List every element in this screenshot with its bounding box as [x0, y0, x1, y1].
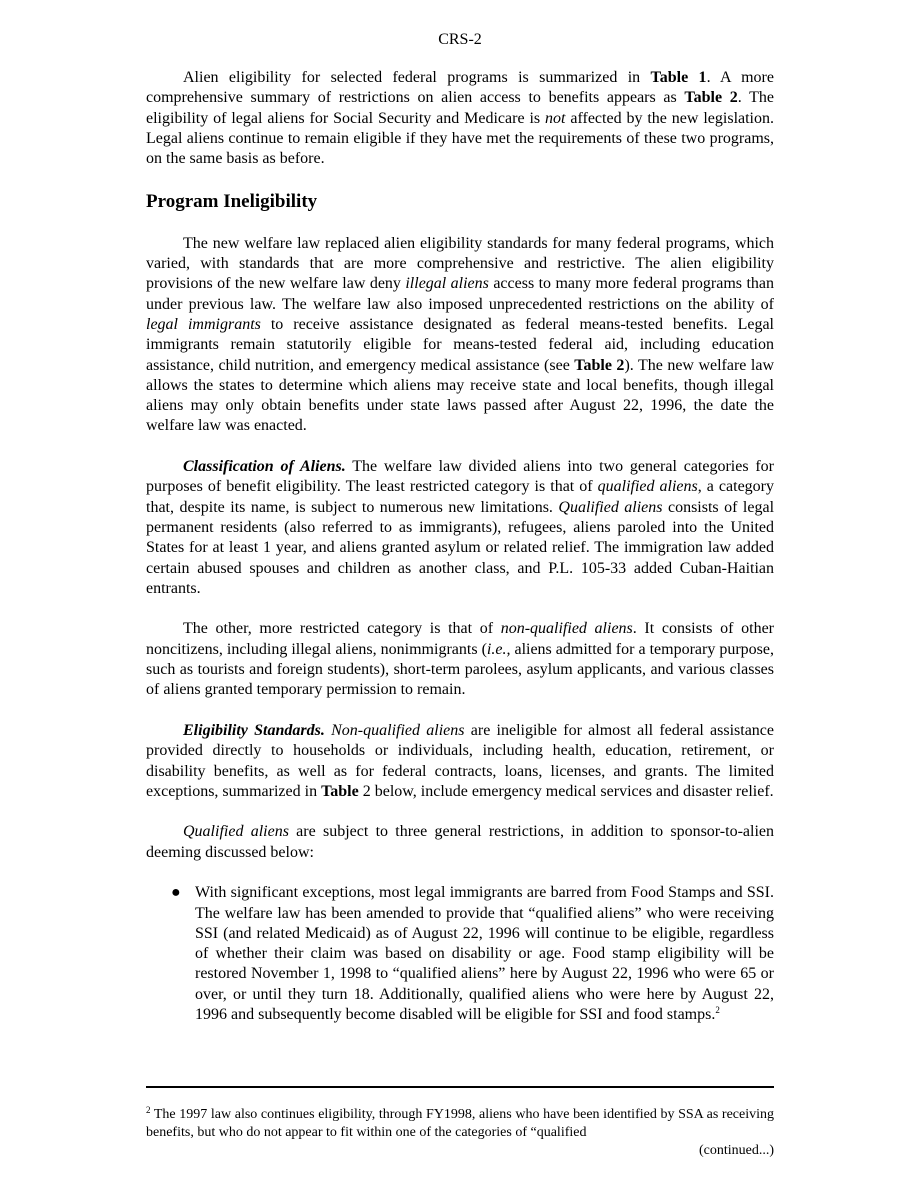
table-reference: Table	[321, 782, 359, 800]
list-item-text: With significant exceptions, most legal immigrants are barred from Food Stamps and SSI. The welfare law has been amended to provide that “qualified aliens” who were receiving SSI (and related Medicaid) as of August 22, 1996 will continue to be eligible, regardless of whether their claim was based on disability or age. Food stamp eligibility will be restored November 1, 1998 to “qualified aliens” here by August 22, 1996 who were 65 or over, or until they turn 18. Additionally, qualified aliens who were here by August 22, 1996 and subsequently become disabled will be eligible for SSI and food stamps.	[195, 884, 774, 1024]
emphasis: Qualified aliens	[183, 823, 289, 841]
text-run: . A more comprehensive summary of restrictions on alien access to benefits appears as	[146, 69, 774, 107]
emphasis: legal immigrants	[146, 315, 261, 333]
text-run: aliens admitted for a temporary purpose, such as tourists and foreign students), short-term parolees, asylum applicants, and various classes of aliens granted temporary permission to remain.	[146, 640, 775, 699]
intro-paragraph	[146, 68, 774, 169]
eligibility-standards-paragraph	[146, 721, 774, 802]
document-body	[146, 68, 774, 1025]
text-run: . It consists of other noncitizens, including illegal aliens, nonimmigrants (	[146, 620, 774, 658]
list-item	[146, 883, 774, 1025]
footnote-reference: 2	[715, 1005, 720, 1016]
run-in-heading: Classification of Aliens.	[183, 458, 346, 476]
text-run: to receive assistance designated as federal means-tested benefits. Legal immigrants remain statutorily eligible for means-tested federal aid, including education assistance, child nutrition, and emergency medical assistance (see	[146, 315, 775, 374]
text-run: affected by the new legislation. Legal aliens continue to remain eligible if they have met the requirements of these two programs, on the same basis as before.	[146, 109, 774, 168]
text-run: Alien eligibility for selected federal programs is summarized in	[183, 69, 651, 86]
non-qualified-paragraph	[146, 619, 774, 700]
footnote-text: The 1997 law also continues eligibility, through FY1998, aliens who have been identified by SSA as receiving benefits, but who do not appear to fit within one of the categories of “qualified	[146, 1107, 774, 1140]
text-run: are ineligible for almost all federal assistance provided directly to households or individuals, including health, education, retirement, or disability benefits, as well as for federal contracts, loans, licenses, and grants. The limited exceptions, summarized in	[146, 721, 775, 800]
table-1-reference: Table 1	[650, 69, 707, 86]
footnote-divider	[146, 1086, 774, 1088]
emphasis: illegal aliens	[405, 275, 489, 293]
footnote-continued: (continued...)	[698, 1143, 774, 1158]
text-run: are subject to three general restrictions, in addition to sponsor-to-alien deeming discussed below:	[146, 823, 774, 861]
footnote	[146, 1106, 774, 1160]
text-run: The welfare law divided aliens into two general categories for purposes of benefit eligibility. The least restricted category is that of	[146, 458, 775, 496]
bullet-icon: ●	[171, 884, 181, 902]
qualified-aliens-paragraph	[146, 822, 774, 863]
footnote-mark: 2	[146, 1105, 151, 1115]
text-run: 2 below, include emergency medical services and disaster relief.	[358, 782, 774, 800]
text-run: access to many more federal programs than under previous law. The welfare law also imposed unprecedented restrictions on the ability of	[146, 275, 774, 313]
text-run: consists of legal permanent residents (also referred to as immigrants), refugees, aliens paroled into the United States for at least 1 year, and aliens granted asylum or related relief. The immigration law added certain abused spouses and children as another class, and P.L. 105-33 added Cuban-Haitian entrants.	[146, 498, 775, 597]
page-header: CRS-2	[438, 31, 482, 48]
emphasis: Non-qualified aliens	[331, 721, 465, 739]
restrictions-list	[146, 883, 774, 1025]
emphasis: Qualified aliens	[558, 498, 663, 516]
table-2-reference: Table 2	[574, 356, 625, 374]
table-2-reference: Table 2	[684, 89, 738, 107]
text-run: ). The new welfare law allows the states to determine which aliens may receive state and local benefits, though illegal aliens may only obtain benefits under state laws passed after August 22, 1996, the date the welfare law was enacted.	[146, 356, 774, 435]
text-run: The other, more restricted category is that of	[183, 620, 501, 638]
emphasis: i.e.,	[486, 640, 511, 658]
emphasis: not	[545, 109, 566, 127]
text-run: The new welfare law replaced alien eligibility standards for many federal programs, which varied, with standards that are more comprehensive and restrictive. The alien eligibility provisions of the new welfare law deny	[146, 234, 774, 293]
text-run: , a category that, despite its name, is subject to numerous new limitations.	[146, 478, 775, 516]
classification-paragraph	[146, 457, 774, 599]
section-heading: Program Ineligibility	[146, 190, 318, 212]
text-run: . The eligibility of legal aliens for Social Security and Medicare is	[146, 89, 774, 127]
emphasis: qualified aliens	[597, 478, 698, 496]
welfare-law-paragraph	[146, 234, 774, 437]
run-in-heading: Eligibility Standards.	[183, 721, 325, 739]
emphasis: non-qualified aliens	[500, 620, 633, 638]
